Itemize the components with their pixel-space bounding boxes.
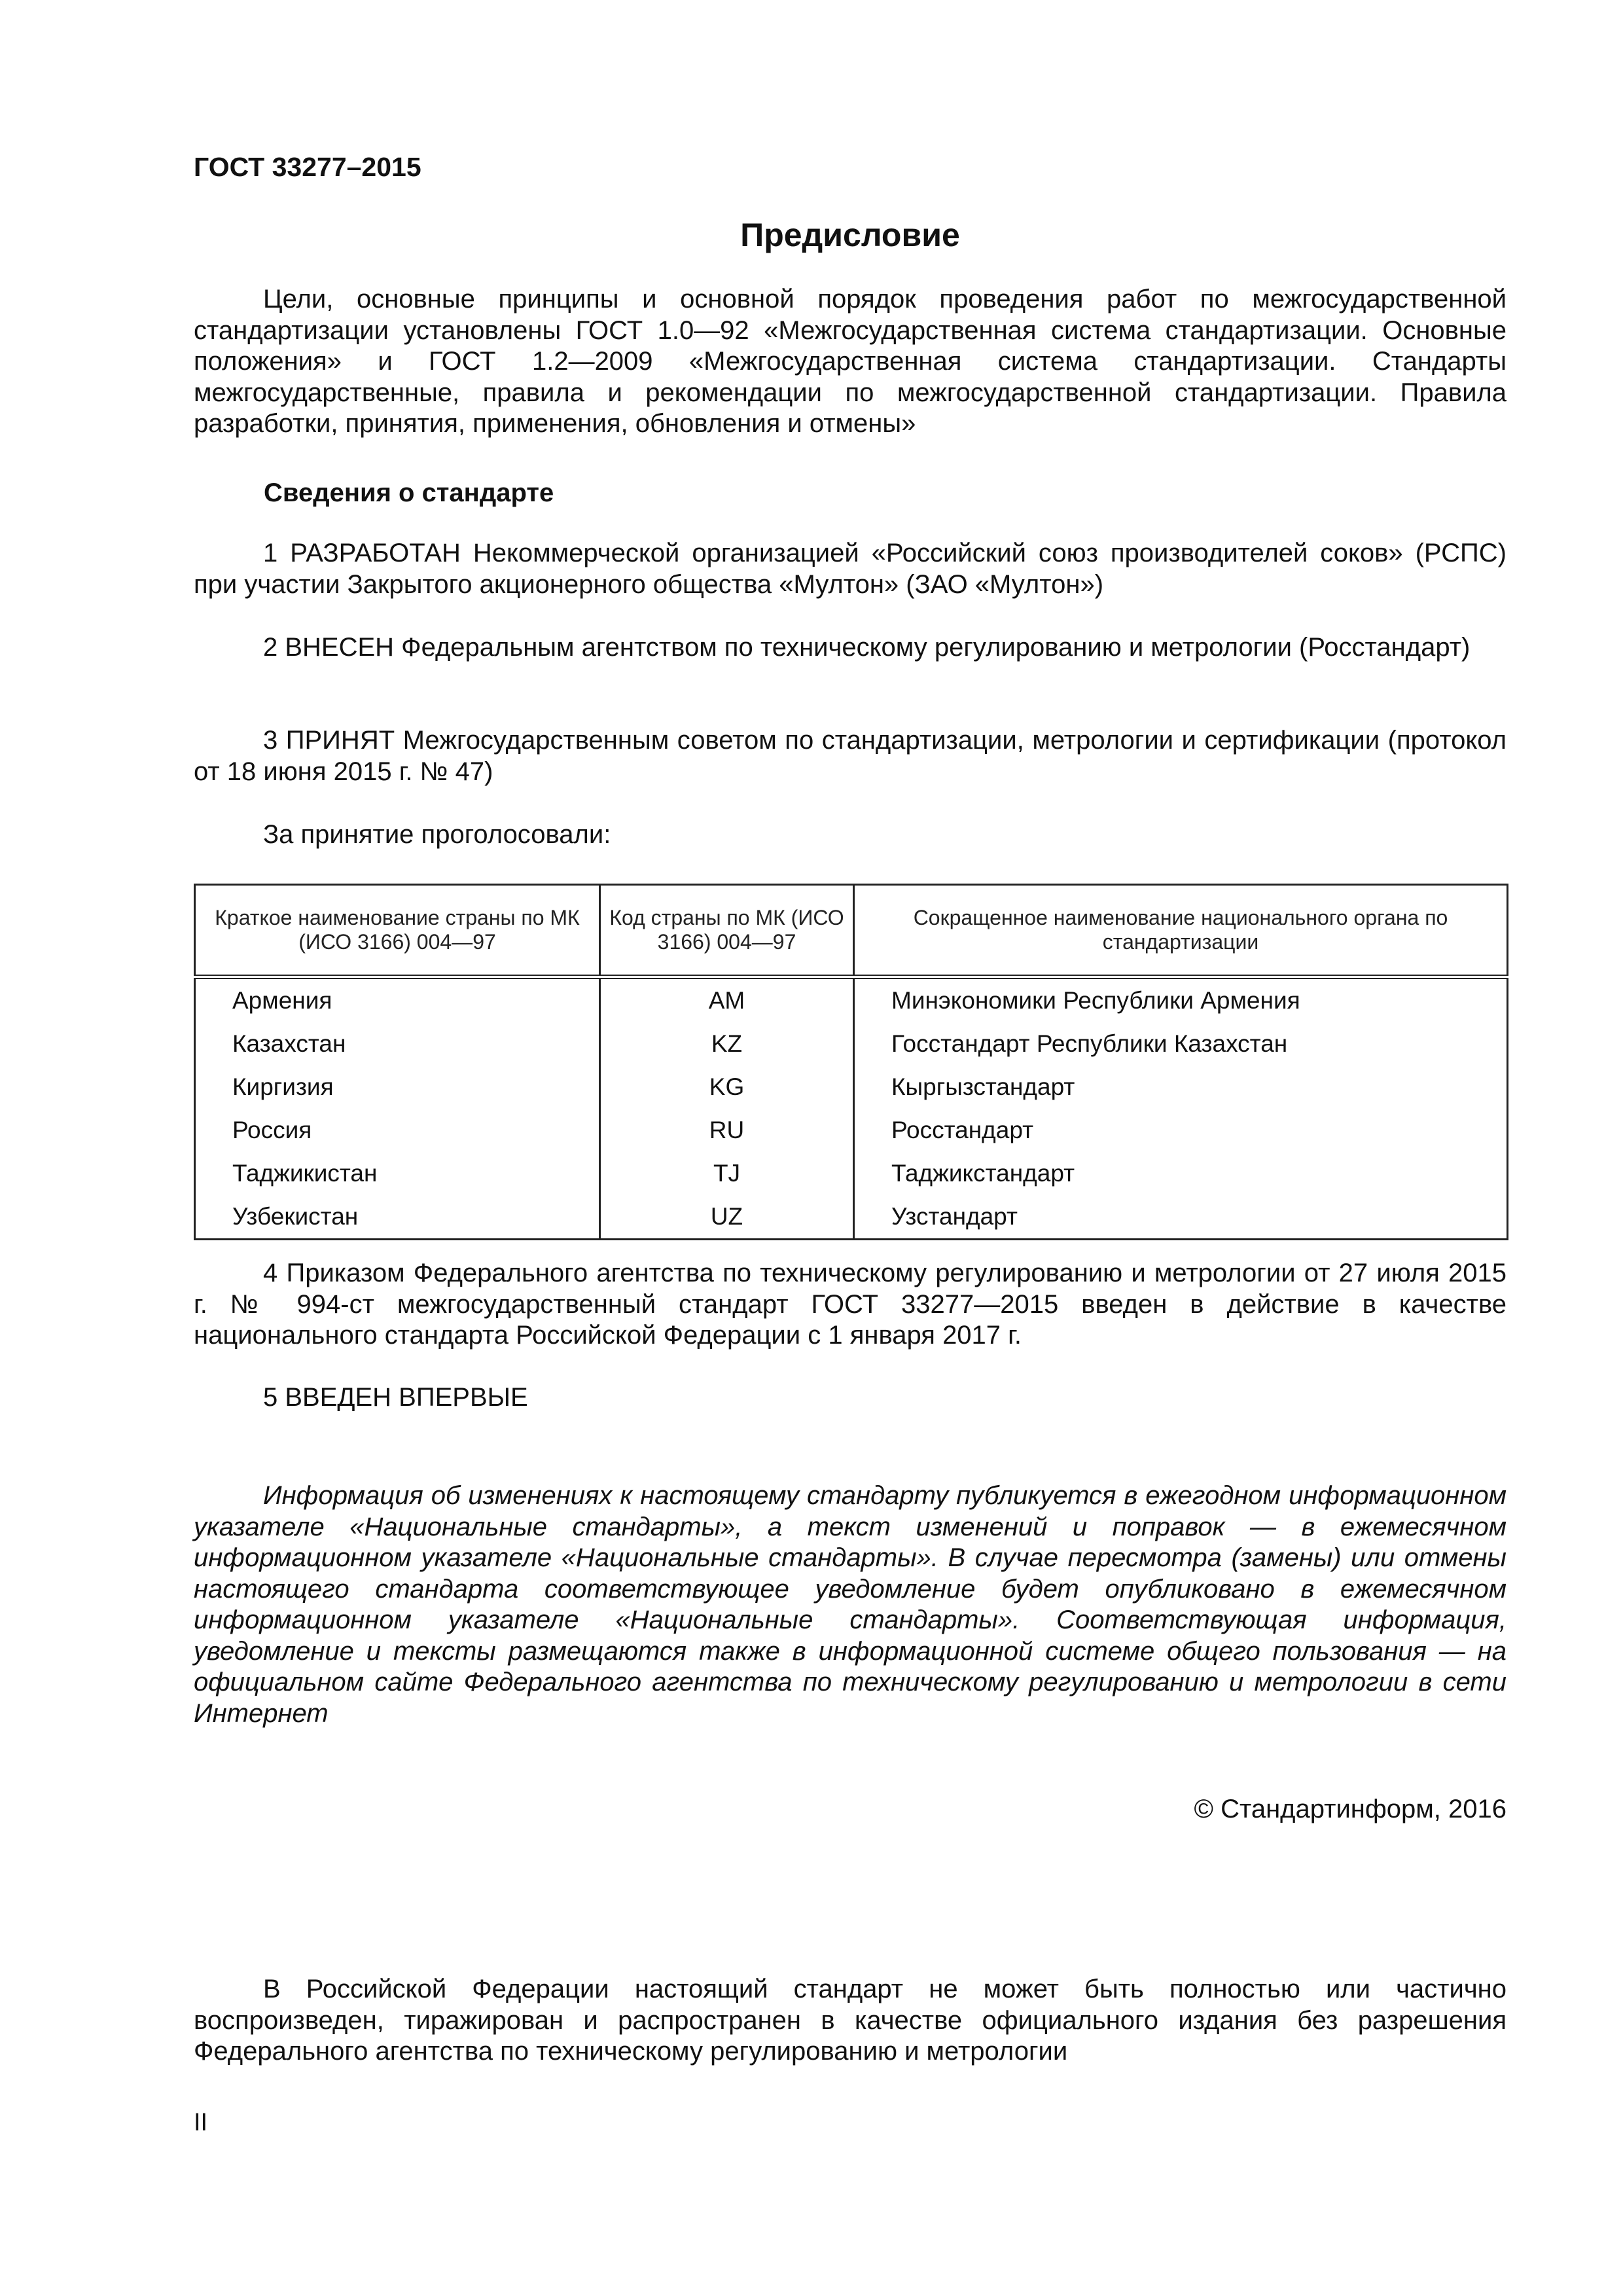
- country-code: RU: [600, 1109, 854, 1152]
- national-body: Минэкономики Республики Армения: [854, 977, 1508, 1023]
- country-code: KG: [600, 1066, 854, 1109]
- country-name: Узбекистан: [195, 1195, 600, 1240]
- page-title: Предисловие: [740, 217, 960, 253]
- section-heading: Сведения о стандарте: [264, 478, 554, 507]
- country-name: Киргизия: [195, 1066, 600, 1109]
- voting-table: [194, 884, 1508, 1240]
- page-number: II: [194, 2109, 208, 2136]
- country-code: UZ: [600, 1195, 854, 1240]
- table-row: [195, 1022, 1508, 1066]
- national-body: Узстандарт: [854, 1195, 1508, 1240]
- item-developed: 1 РАЗРАБОТАН Некоммерческой организацией «Российский союз производителей соков» (РСПС) при участии Закрытого акционерного общества «Мултон» (ЗАО «Мултон»): [194, 539, 1507, 599]
- item-first-introduced: 5 ВВЕДЕН ВПЕРВЫЕ: [263, 1383, 528, 1412]
- header-country-code: Код страны по МК (ИСО 3166) 004—97: [600, 885, 854, 977]
- header-country-name: Краткое наименование страны по МК (ИСО 3166) 004—97: [195, 885, 600, 977]
- item-adopted: 3 ПРИНЯТ Межгосударственным советом по стандартизации, метрологии и сертификации (протокол от 18 июня 2015 г. № 47): [194, 726, 1507, 786]
- amendments-info-note: Информация об изменениях к настоящему стандарту публикуется в ежегодном информационном указателе «Национальные стандарты», а текст изменений и поправок — в ежемесячном информационном указателе «Национальные стандарты». В случае пересмотра (замены) или отмены настоящего стандарта соответствующее уведомление будет опубликовано в ежемесячном информационном указателе «Национальные стандарты». Соответствующая информация, уведомление и тексты размещаются также в информационной системе общего пользования — на официальном сайте Федерального агентства по техническому регулированию и метрологии в сети Интернет: [194, 1481, 1507, 1728]
- table-header-row: [195, 885, 1508, 977]
- reproduction-notice: В Российской Федерации настоящий стандарт не может быть полностью или частично воспроизведен, тиражирован и распространен в качестве официального издания без разрешения Федерального агентства по техническому регулированию и метрологии: [194, 1975, 1507, 2066]
- country-code: KZ: [600, 1022, 854, 1066]
- national-body: Росстандарт: [854, 1109, 1508, 1152]
- document-number: ГОСТ 33277–2015: [194, 152, 421, 182]
- country-name: Таджикистан: [195, 1152, 600, 1195]
- table-row: [195, 1152, 1508, 1195]
- country-code: TJ: [600, 1152, 854, 1195]
- intro-paragraph: Цели, основные принципы и основной порядок проведения работ по межгосударственной стандартизации установлены ГОСТ 1.0—92 «Межгосударственная система стандартизации. Основные положения» и ГОСТ 1.2—2009 «Межгосударственная система стандартизации. Стандарты межгосударственные, правила и рекомендации по межгосударственной стандартизации. Правила разработки, принятия, применения, обновления и отмены»: [194, 285, 1507, 438]
- table-row: [195, 977, 1508, 1023]
- copyright-notice: © Стандартинформ, 2016: [1194, 1795, 1507, 1823]
- table-row: [195, 1195, 1508, 1240]
- table-row: [195, 1109, 1508, 1152]
- voted-label: За принятие проголосовали:: [263, 820, 611, 849]
- country-name: Казахстан: [195, 1022, 600, 1066]
- table-row: [195, 1066, 1508, 1109]
- national-body: Таджикстандарт: [854, 1152, 1508, 1195]
- country-name: Россия: [195, 1109, 600, 1152]
- country-code: AM: [600, 977, 854, 1023]
- country-name: Армения: [195, 977, 600, 1023]
- item-order: 4 Приказом Федерального агентства по техническому регулированию и метрологии от 27 июля 2015 г. № 994-ст межгосударственный стандарт ГОСТ 33277—2015 введен в действие в качестве национального стандарта Российской Федерации с 1 января 2017 г.: [194, 1259, 1507, 1350]
- item-submitted: 2 ВНЕСЕН Федеральным агентством по техническому регулированию и метрологии (Росстандарт): [263, 633, 1471, 662]
- header-national-body: Сокращенное наименование национального органа по стандартизации: [854, 885, 1508, 977]
- national-body: Госстандарт Республики Казахстан: [854, 1022, 1508, 1066]
- national-body: Кыргызстандарт: [854, 1066, 1508, 1109]
